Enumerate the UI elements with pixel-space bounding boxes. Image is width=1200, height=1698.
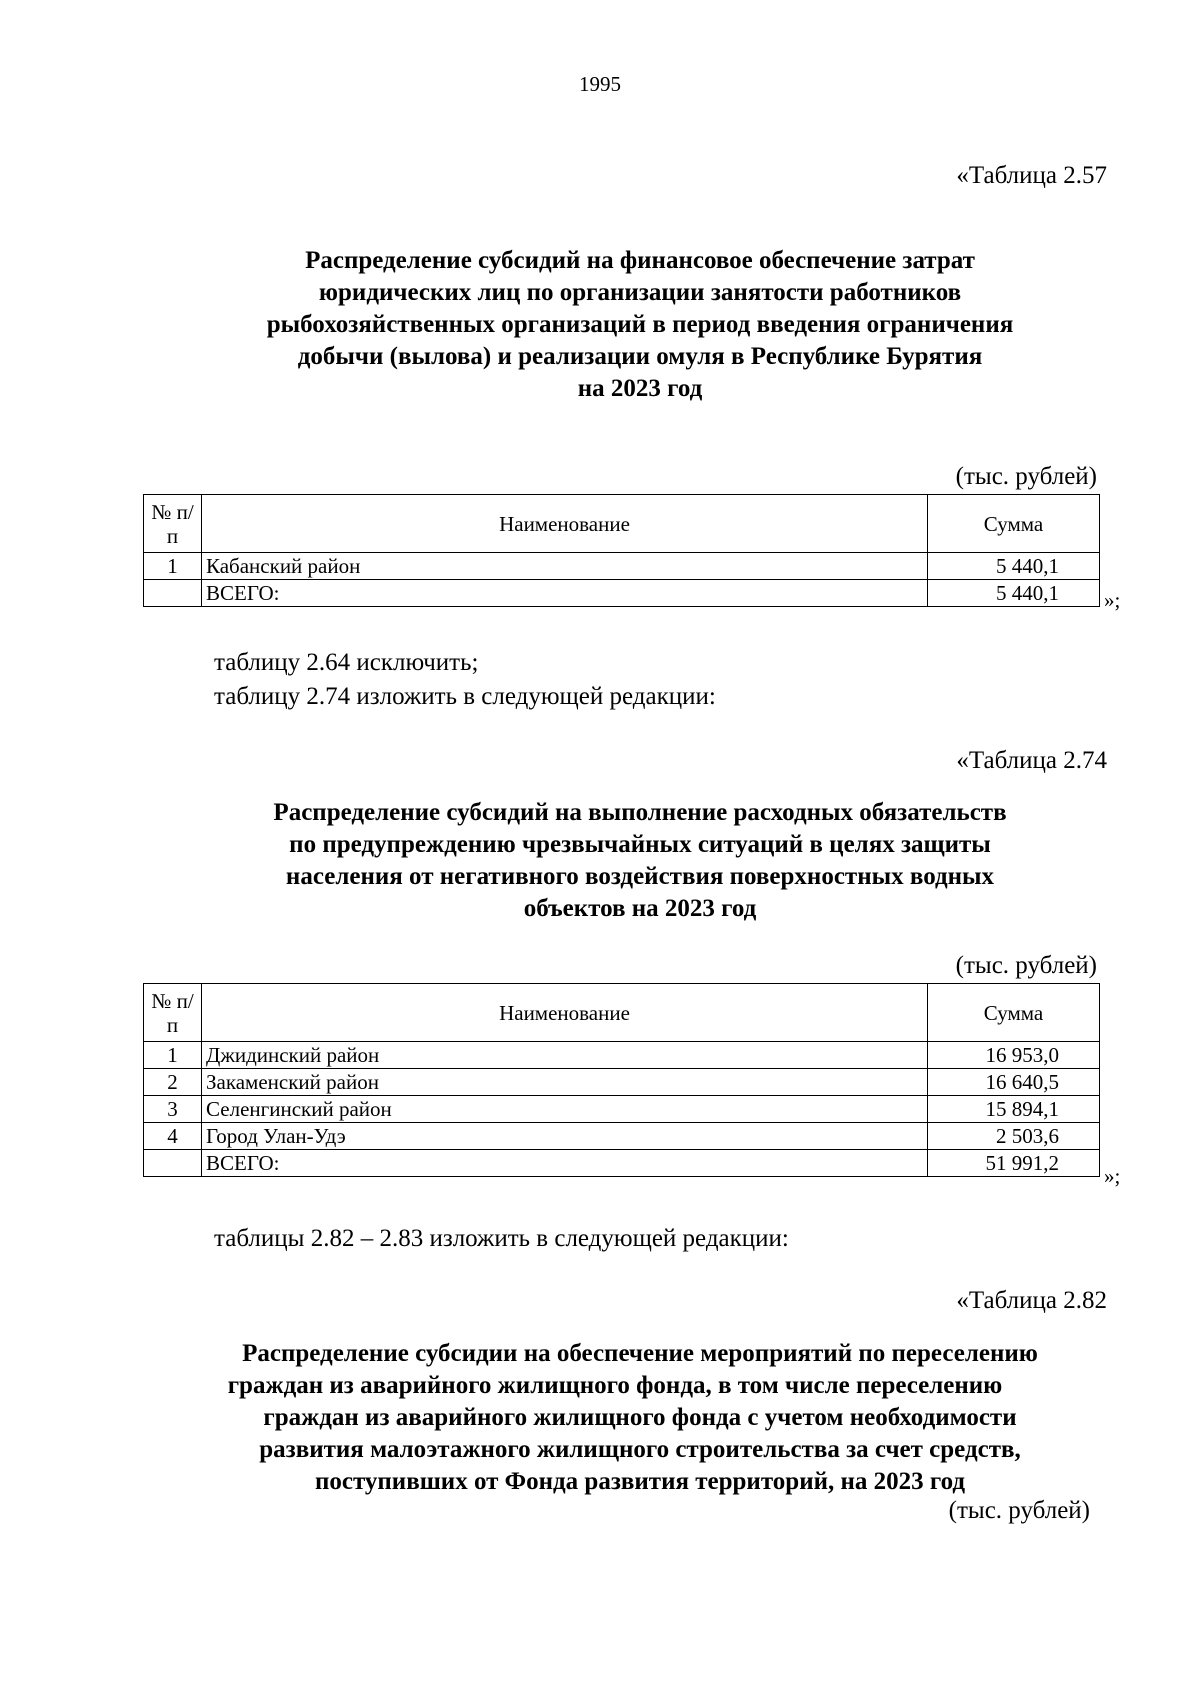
row-number: 4 (144, 1123, 202, 1150)
section-title (0, 245, 1200, 405)
table-reference: «Таблица 2.82 (956, 1287, 1107, 1314)
row-number (144, 580, 202, 607)
amendment-paragraph (214, 646, 716, 714)
table-total-row (144, 1150, 1100, 1177)
header-name: Наименование (202, 495, 928, 553)
title-line: юридических лиц по организации занятости работников (318, 279, 962, 306)
row-name: ВСЕГО: (202, 580, 928, 607)
header-number: № п/п (144, 984, 202, 1042)
title-line: Распределение субсидии на обеспечение мероприятий по переселению (242, 1340, 1038, 1367)
row-sum: 5 440,1 (928, 553, 1100, 580)
row-sum: 16 953,0 (928, 1042, 1100, 1069)
units-label: (тыс. рублей) (955, 463, 1097, 490)
table-row (144, 1096, 1100, 1123)
title-line: Распределение субсидий на выполнение расходных обязательств (273, 799, 1007, 826)
header-name: Наименование (202, 984, 928, 1042)
row-sum: 16 640,5 (928, 1069, 1100, 1096)
row-name: Селенгинский район (202, 1096, 928, 1123)
row-name: Джидинский район (202, 1042, 928, 1069)
row-sum: 5 440,1 (928, 580, 1100, 607)
row-name: Кабанский район (202, 553, 928, 580)
title-line: на 2023 год (577, 375, 703, 402)
title-line: развития малоэтажного жилищного строительства за счет средств, (259, 1436, 1021, 1463)
closing-quote: »; (1104, 1164, 1121, 1188)
section-title (0, 1338, 1200, 1498)
units-label: (тыс. рублей) (948, 1497, 1090, 1524)
row-name: Закаменский район (202, 1069, 928, 1096)
title-line: населения от негативного воздействия поверхностных водных (285, 863, 995, 890)
table-reference: «Таблица 2.74 (956, 747, 1107, 774)
title-line: поступивших от Фонда развития территорий, на 2023 год (314, 1468, 966, 1495)
row-sum: 2 503,6 (928, 1123, 1100, 1150)
table-row (144, 1123, 1100, 1150)
title-line: Распределение субсидий на финансовое обеспечение затрат (305, 247, 975, 274)
paragraph-line: таблицу 2.74 изложить в следующей редакции: (214, 683, 716, 710)
table-header-row (144, 495, 1100, 553)
data-table (143, 494, 1100, 607)
table-row (144, 1069, 1100, 1096)
units-label: (тыс. рублей) (955, 952, 1097, 979)
table-total-row (144, 580, 1100, 607)
closing-quote: »; (1104, 588, 1121, 612)
section-title (0, 797, 1200, 925)
page-number: 1995 (579, 72, 621, 96)
title-line: граждан из аварийного жилищного фонда, в том числе переселению (227, 1372, 1003, 1399)
row-sum: 51 991,2 (928, 1150, 1100, 1177)
title-line: по предупреждению чрезвычайных ситуаций в целях защиты (289, 831, 991, 858)
title-line: объектов на 2023 год (523, 895, 757, 922)
amendment-paragraph (214, 1222, 789, 1256)
title-line: рыбохозяйственных организаций в период введения ограничения (266, 311, 1014, 338)
header-sum: Сумма (928, 984, 1100, 1042)
table-reference: «Таблица 2.57 (956, 162, 1107, 189)
title-line: добычи (вылова) и реализации омуля в Республике Бурятия (297, 343, 983, 370)
table-row (144, 1042, 1100, 1069)
row-name: ВСЕГО: (202, 1150, 928, 1177)
data-table (143, 983, 1100, 1177)
paragraph-line: таблицы 2.82 – 2.83 изложить в следующей редакции: (214, 1225, 789, 1252)
row-number: 1 (144, 553, 202, 580)
table-row (144, 553, 1100, 580)
row-number (144, 1150, 202, 1177)
row-sum: 15 894,1 (928, 1096, 1100, 1123)
row-number: 3 (144, 1096, 202, 1123)
header-sum: Сумма (928, 495, 1100, 553)
row-number: 2 (144, 1069, 202, 1096)
row-number: 1 (144, 1042, 202, 1069)
row-name: Город Улан-Удэ (202, 1123, 928, 1150)
header-number: № п/п (144, 495, 202, 553)
table-header-row (144, 984, 1100, 1042)
title-line: граждан из аварийного жилищного фонда с учетом необходимости (263, 1404, 1017, 1431)
paragraph-line: таблицу 2.64 исключить; (214, 649, 479, 676)
